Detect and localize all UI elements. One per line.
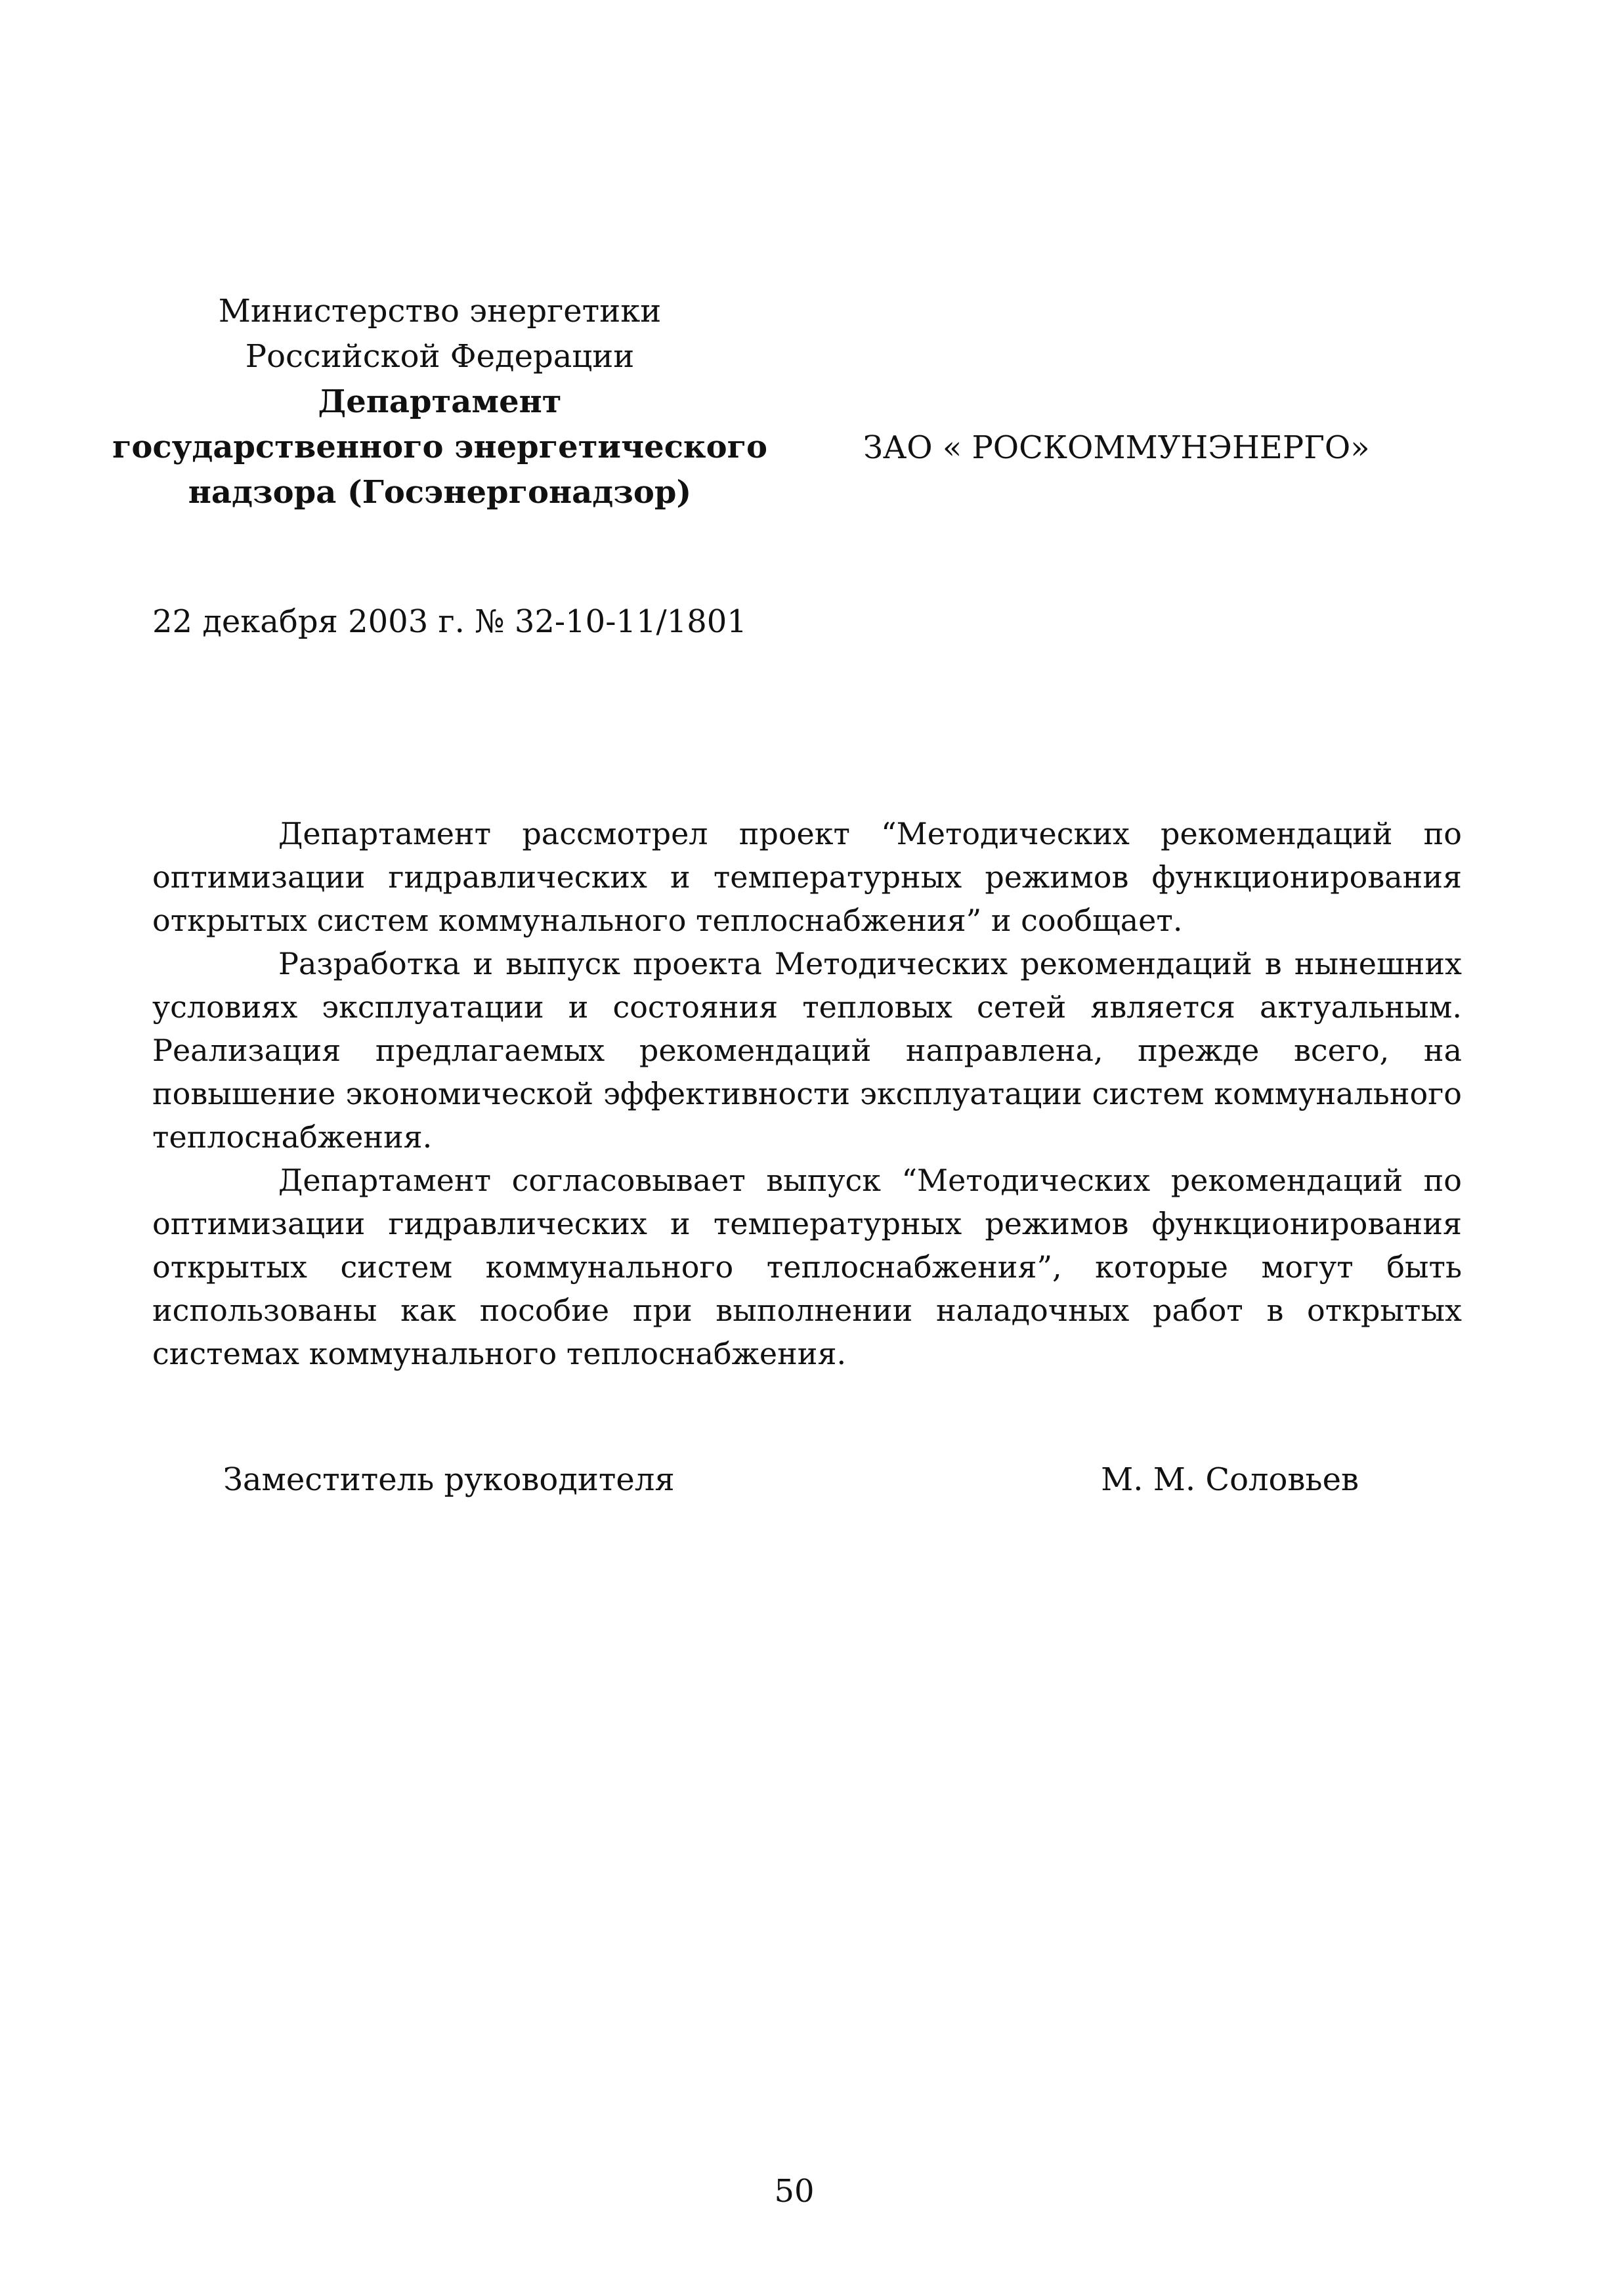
body-paragraph: Департамент согласовывает выпуск “Методических рекомендаций по оптимизации гидравлических и температурных режимов функционирования открытых систем коммунального теплоснабжения”, которые могут быть использованы как пособие при выполнении наладочных работ в открытых системах коммунального теплоснабжения.	[152, 1163, 1462, 1371]
sender-department: Департамент	[318, 383, 562, 420]
body-paragraph: Департамент рассмотрел проект “Методических рекомендаций по оптимизации гидравлических и температурных режимов функционирования открытых систем коммунального теплоснабжения” и сообщает.	[152, 816, 1462, 938]
recipient: ЗАО « РОСКОММУНЭНЕРГО»	[863, 429, 1370, 466]
signature-block	[223, 1457, 1359, 1503]
page-number: 50	[774, 2173, 815, 2210]
sender-ministry: Министерство энергетики	[218, 293, 662, 330]
sender-department-line2: государственного энергетического	[112, 429, 768, 465]
sender-department-line3: надзора (Госэнергонадзор)	[188, 474, 692, 511]
reference-date-number: 22 декабря 2003 г. № 32-10-11/1801	[152, 603, 747, 640]
signatory-name: М. М. Соловьев	[1101, 1461, 1359, 1498]
body-paragraph: Разработка и выпуск проекта Методических рекомендаций в нынешних условиях эксплуатации и состояния тепловых сетей является актуальным. Реализация предлагаемых рекомендаций направлена, прежде всего, на повышение экономической эффективности эксплуатации систем коммунального теплоснабжения.	[152, 946, 1462, 1155]
letter-body	[152, 812, 1462, 1375]
sender-block	[112, 289, 768, 515]
sender-country: Российской Федерации	[245, 338, 635, 375]
signatory-position: Заместитель руководителя	[223, 1461, 675, 1498]
